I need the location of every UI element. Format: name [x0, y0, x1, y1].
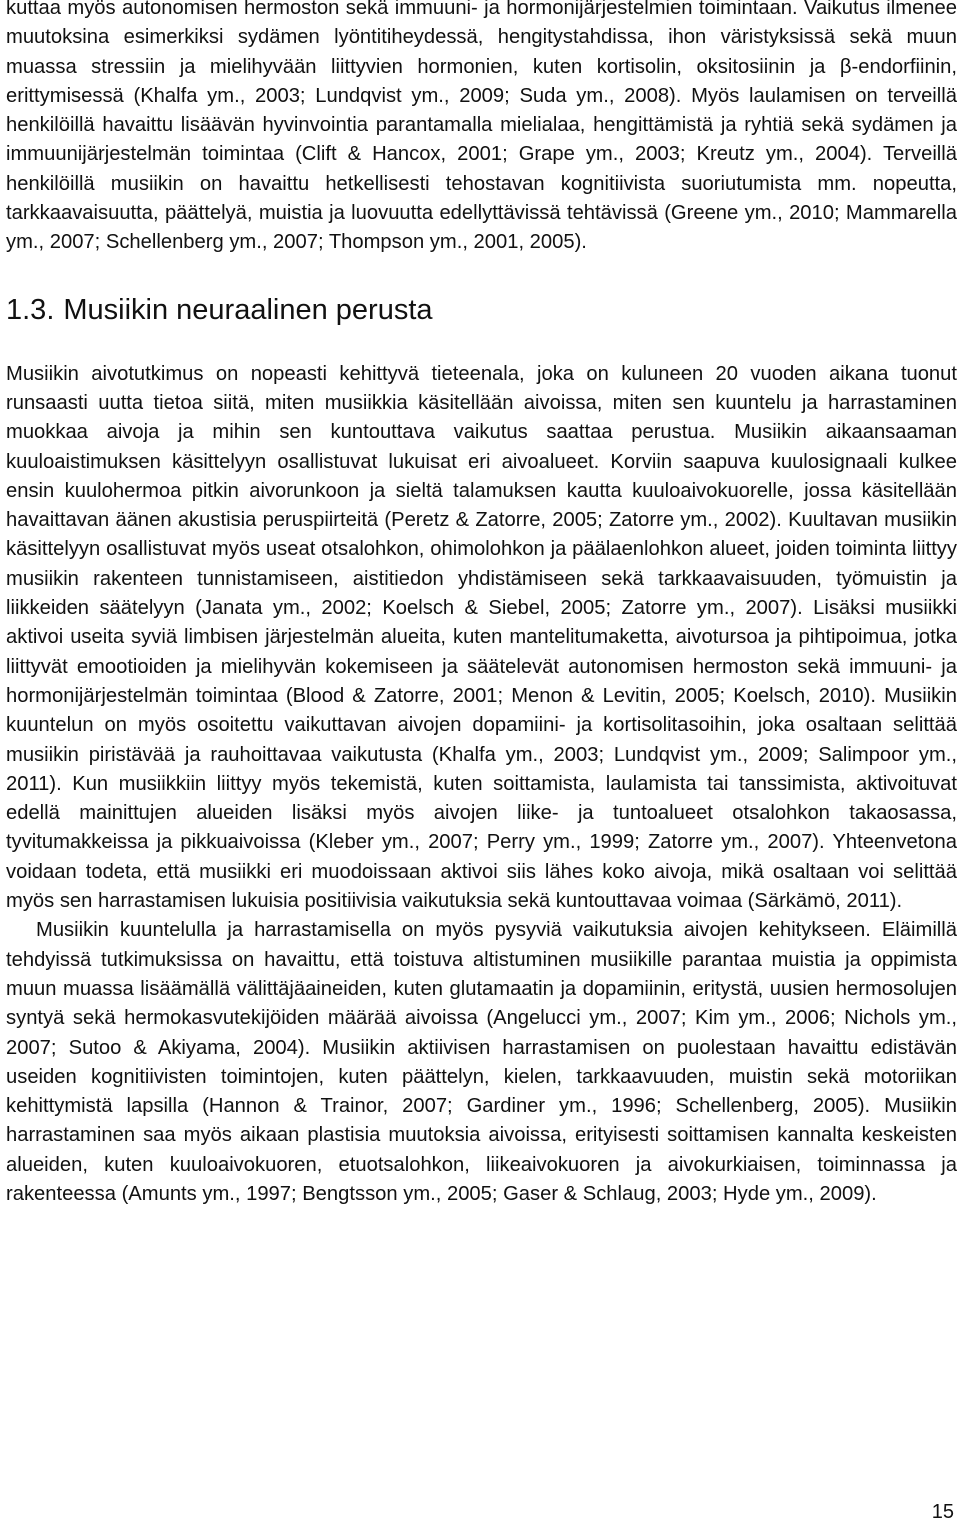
body-paragraph: Musiikin aivotutkimus on nopeasti kehittyvä tieteenala, joka on kuluneen 20 vuoden aikana tuonut runsaasti uutta tietoa siitä, miten musiikkia käsitellään aivoissa, miten sen kuuntelu ja harrastaminen muokkaa aivoja ja mihin sen kuntouttava vaikutus saattaa perustua. Musiikin aikaansaaman kuuloaistimuksen käsittelyyn osallistuvat lukuisat eri aivoalueet. Korviin saapuva kuulosignaali kulkee ensin kuulohermoa pitkin aivorunkoon ja sieltä talamuksen kautta kuuloaivokuorelle, jossa käsitellään havaittavan äänen akustisia peruspiirteitä (Peretz & Zatorre, 2005; Zatorre ym., 2002). Kuultavan musiikin käsittelyyn osallistuvat myös useat otsalohkon, ohimolohkon ja päälaenlohkon alueet, joiden toiminta liittyy musiikin rakenteen tunnistamiseen, aistitiedon yhdistämiseen sekä tarkkaavaisuuden, työmuistin ja liikkeiden säätelyyn (Janata ym., 2002; Koelsch & Siebel, 2005; Zatorre ym., 2007). Lisäksi musiikki aktivoi useita syviä limbisen järjestelmän alueita, kuten mantelitumaketta, aivotursoa ja pihtipoimua, jotka liittyvät emootioiden ja mielihyvän kokemiseen ja säätelevät autonomisen hermoston sekä immuuni- ja hormonijärjestelmän toimintaa (Blood & Zatorre, 2001; Menon & Levitin, 2005; Koelsch, 2010). Musiikin kuuntelun on myös osoitettu vaikuttavan aivojen dopamiini- ja kortisolitasoihin, joka osaltaan selittää musiikin piristävää ja rauhoittavaa vaikutusta (Khalfa ym., 2003; Lundqvist ym., 2009; Salimpoor ym., 2011). Kun musiikkiin liittyy myös tekemistä, kuten soittamista, laulamista tai tanssimista, aktivoituvat edellä mainittujen alueiden lisäksi myös aivojen liike- ja tuntoalueet otsalohkon takaosassa, tyvitumakkeissa ja pikkuaivoissa (Kleber ym., 2007; Perry ym., 1999; Zatorre ym., 2007). Yhteenvetona voidaan todeta, että musiikki eri muodoissaan aktivoi siis lähes koko aivoja, mikä osaltaan voi selittää myös sen harrastamisen lukuisia positiivisia vaikutuksia sekä kuntouttavaa voimaa (Särkämö, 2011). — [6, 362, 957, 913]
body-paragraph-continued: kuttaa myös autonomisen hermoston sekä immuuni- ja hormonijärjestelmien toimintaan. Vaikutus ilmenee muutoksina esimerkiksi sydämen lyöntitiheydessä, hengitystahdissa, ihon väristyksissä sekä muun muassa stressiin ja mielihyvään liittyvien hormonien, kuten kortisolin, oksitosiinin ja β-endorfiinin, erittymisessä (Khalfa ym., 2003; Lundqvist ym., 2009; Suda ym., 2008). Myös laulamisen on terveillä henkilöillä havaittu lisäävän hyvinvointia parantamalla mielialaa, hengittämistä ja ryhtiä sekä sydämen ja immuunijärjestelmän toimintaa (Clift & Hancox, 2001; Grape ym., 2003; Kreutz ym., 2004). Terveillä henkilöillä musiikin on havaittu hetkellisesti tehostavan kognitiivista suoriutumista mm. nopeutta, tarkkaavaisuutta, päättelyä, muistia ja luovuutta edellyttävissä tehtävissä (Greene ym., 2010; Mammarella ym., 2007; Schellenberg ym., 2007; Thompson ym., 2001, 2005). — [6, 0, 957, 254]
section-heading — [6, 293, 957, 327]
section-title: Musiikin neuraalinen perusta — [63, 293, 433, 326]
page-number: 15 — [931, 1501, 954, 1523]
document-page — [6, 0, 957, 1209]
section-number: 1.3. — [6, 293, 55, 326]
body-paragraph-indented: Musiikin kuuntelulla ja harrastamisella on myös pysyviä vaikutuksia aivojen kehitykseen. Eläimillä tehdyissä tutkimuksissa on havaittu, että toistuva altistuminen musiikille parantaa muistia ja oppimista muun muassa lisäämällä välittäjäaineiden, kuten glutamaatin ja dopamiinin, eritystä, uusien hermosolujen syntyä sekä hermokasvutekijöiden määrää aivoissa (Angelucci ym., 2007; Kim ym., 2006; Nichols ym., 2007; Sutoo & Akiyama, 2004). Musiikin aktiivisen harrastamisen on puolestaan havaittu edistävän useiden kognitiivisten toimintojen, kuten päättelyn, kielen, tarkkaavuuden, muistin sekä motoriikan kehittymistä lapsilla (Hannon & Trainor, 2007; Gardiner ym., 1996; Schellenberg, 2005). Musiikin harrastaminen saa myös aikaan plastisia muutoksia aivoissa, erityisesti soittamisen kannalta keskeisten alueiden, kuten kuuloaivokuoren, etuotsalohkon, liikeaivokuoren ja aivokurkiaisen, toiminnassa ja rakenteessa (Amunts ym., 1997; Bengtsson ym., 2005; Gaser & Schlaug, 2003; Hyde ym., 2009). — [6, 919, 957, 1205]
